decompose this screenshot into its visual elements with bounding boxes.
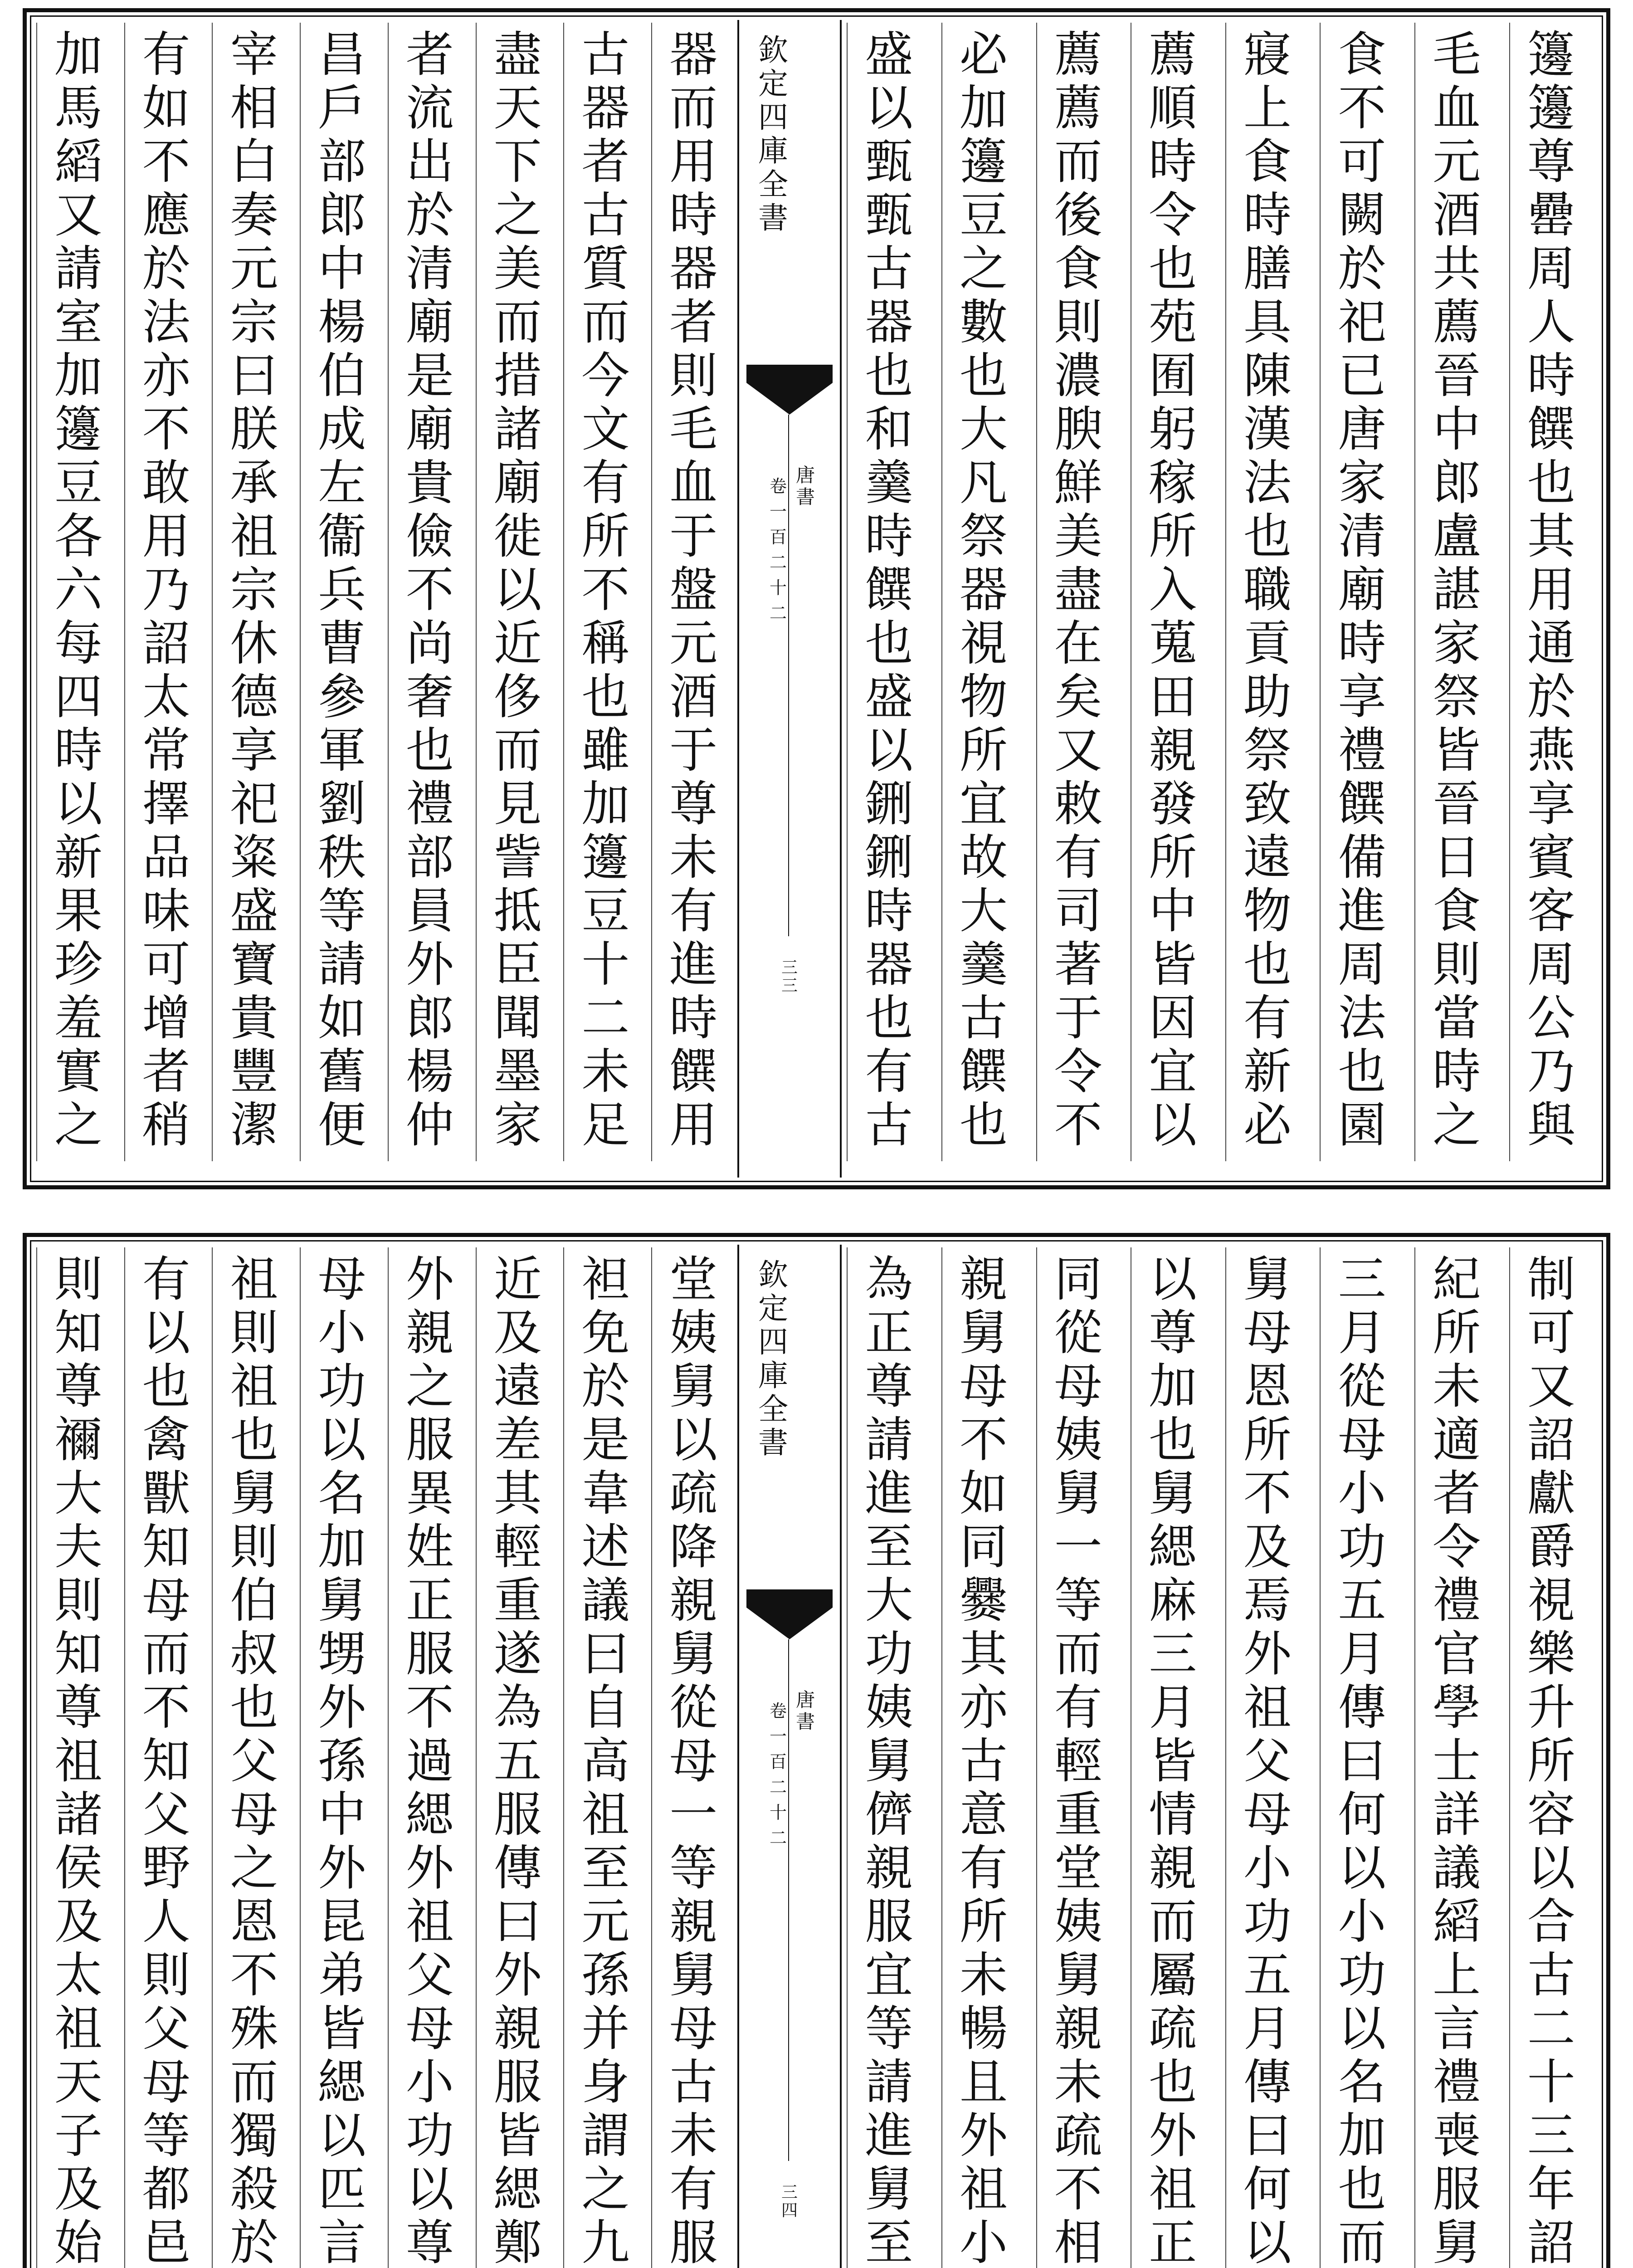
text-column: 母 小 功 以 名 加 舅 甥 外 孫 中 外 昆 弟 皆 緦 以 匹 言 — [318, 1251, 366, 2268]
column-rule — [36, 1247, 37, 2268]
column-rule — [300, 1247, 301, 2268]
column-rule — [1320, 23, 1321, 1161]
text-column: 寢 上 食 時 膳 具 陳 漢 法 也 職 貢 助 祭 致 遠 物 也 有 新 必 — [1243, 27, 1292, 1153]
text-column: 昌 戶 部 郎 中 楊 伯 成 左 衞 兵 曹 參 軍 劉 秩 等 請 如 舊 便 — [318, 27, 366, 1153]
text-column: 為 正 尊 請 進 至 大 功 姨 舅 儕 親 服 宜 等 請 進 舅 至 — [865, 1251, 913, 2268]
text-column: 則 知 尊 禰 大 夫 則 知 尊 祖 諸 侯 及 太 祖 天 子 及 始 — [54, 1251, 102, 2268]
leaf-number: 三 三 — [781, 958, 798, 995]
text-column: 紀 所 未 適 者 令 禮 官 學 士 詳 議 縚 上 言 禮 喪 服 舅 — [1433, 1251, 1481, 2268]
column-rule — [651, 23, 652, 1161]
bottom-page — [0, 1225, 1633, 2268]
text-column: 舅 母 恩 所 不 及 焉 外 祖 父 母 小 功 五 月 傳 曰 何 以 — [1243, 1251, 1292, 2268]
text-column: 必 加 籩 豆 之 數 也 大 凡 祭 器 視 物 所 宜 故 大 羹 古 饌 也 — [959, 27, 1008, 1153]
text-column: 堂 姨 舅 以 疏 降 親 舅 從 母 一 等 親 舅 母 古 未 有 服 — [669, 1251, 718, 2268]
gutter-border — [840, 20, 842, 1178]
column-rule — [476, 1247, 477, 2268]
column-rule — [476, 23, 477, 1161]
gutter-border — [840, 1245, 842, 2268]
column-rule — [36, 23, 37, 1161]
text-column: 三 月 從 母 小 功 五 月 傳 曰 何 以 小 功 以 名 加 也 而 — [1338, 1251, 1386, 2268]
column-rule — [847, 1247, 848, 2268]
column-rule — [124, 1247, 125, 2268]
text-column: 籩 籩 尊 罍 周 人 時 饌 也 其 用 通 於 燕 享 賓 客 周 公 乃 與 — [1527, 27, 1575, 1153]
column-rule — [1509, 23, 1510, 1161]
fish-tail-ornament-icon — [746, 365, 833, 415]
column-rule — [124, 23, 125, 1161]
text-column: 以 尊 加 也 舅 緦 麻 三 月 皆 情 親 而 屬 疏 也 外 祖 正 — [1149, 1251, 1197, 2268]
text-column: 加 馬 縚 又 請 室 加 籩 豆 各 六 每 四 時 以 新 果 珍 羞 實 之 — [54, 27, 102, 1153]
text-column: 宰 相 白 奏 元 宗 曰 朕 承 祖 宗 休 德 享 祀 粢 盛 寶 貴 豐 潔 — [230, 27, 278, 1153]
text-column: 食 不 可 闕 於 祀 已 唐 家 清 廟 時 享 禮 饌 備 進 周 法 也 園 — [1338, 27, 1386, 1153]
text-column: 器 而 用 時 器 者 則 毛 血 于 盤 元 酒 于 尊 未 有 進 時 饌 用 — [669, 27, 718, 1153]
column-rule — [212, 1247, 213, 2268]
center-gutter — [737, 1245, 842, 2268]
text-column: 祖 則 祖 也 舅 則 伯 叔 也 父 母 之 恩 不 殊 而 獨 殺 於 — [230, 1251, 278, 2268]
column-rule — [1036, 1247, 1037, 2268]
text-column: 古 器 者 古 質 而 今 文 有 所 不 稱 也 雖 加 籩 豆 十 二 未 足 — [581, 27, 630, 1153]
text-column: 有 以 也 禽 獸 知 母 而 不 知 父 野 人 則 父 母 等 都 邑 — [142, 1251, 190, 2268]
column-rule — [1225, 23, 1226, 1161]
column-rule — [1225, 1247, 1226, 2268]
gutter-border — [737, 20, 739, 1178]
column-rule — [941, 23, 942, 1161]
dynasty-label: 唐 書 — [795, 1689, 815, 1733]
column-rule — [1509, 1247, 1510, 2268]
column-rule — [1414, 23, 1415, 1161]
center-gutter — [737, 20, 842, 1178]
text-column: 薦 順 時 令 也 苑 囿 躬 稼 所 入 蒐 田 親 發 所 中 皆 因 宜 以 — [1149, 27, 1197, 1153]
book-title: 欽 定 四 庫 全 書 — [758, 1257, 788, 1460]
chapter-label: 卷 一 百 二 十 二 — [769, 1701, 787, 1848]
text-column: 近 及 遠 差 其 輕 重 遂 為 五 服 傳 曰 外 親 服 皆 緦 鄭 — [493, 1251, 542, 2268]
text-column: 制 可 又 詔 獻 爵 視 樂 升 所 容 以 合 古 二 十 三 年 詔 — [1527, 1251, 1575, 2268]
text-area — [34, 20, 1599, 1178]
dynasty-label: 唐 書 — [795, 464, 815, 508]
column-rule — [388, 1247, 389, 2268]
text-column: 有 如 不 應 於 法 亦 不 敢 用 乃 詔 太 常 擇 品 味 可 增 者 稍 — [142, 27, 190, 1153]
column-rule — [847, 23, 848, 1161]
column-rule — [300, 23, 301, 1161]
text-column: 親 舅 母 不 如 同 爨 其 亦 古 意 有 所 未 暢 且 外 祖 小 — [959, 1251, 1008, 2268]
column-rule — [1414, 1247, 1415, 2268]
fish-tail-ornament-icon — [746, 1589, 833, 1639]
text-column: 薦 薦 而 後 食 則 濃 腴 鮮 美 盡 在 矣 又 敕 有 司 著 于 令 不 — [1054, 27, 1102, 1153]
text-column: 外 親 之 服 異 姓 正 服 不 過 緦 外 祖 父 母 小 功 以 尊 — [405, 1251, 454, 2268]
text-column: 者 流 出 於 清 廟 是 廟 貴 儉 不 尚 奢 也 禮 部 員 外 郎 楊 仲 — [405, 27, 454, 1153]
column-rule — [563, 23, 564, 1161]
column-rule — [563, 1247, 564, 2268]
book-title: 欽 定 四 庫 全 書 — [758, 33, 788, 235]
text-area — [34, 1245, 1599, 2268]
column-rule — [651, 1247, 652, 2268]
leaf-number: 三 四 — [781, 2183, 798, 2220]
text-column: 盛 以 甄 甄 古 器 也 和 羹 時 饌 也 盛 以 鉶 鉶 時 器 也 有 古 — [865, 27, 913, 1153]
chapter-label: 卷 一 百 二 十 二 — [769, 476, 787, 623]
gutter-border — [737, 1245, 739, 2268]
text-column: 毛 血 元 酒 共 薦 晉 中 郎 盧 諶 家 祭 皆 晉 日 食 則 當 時 之 — [1433, 27, 1481, 1153]
column-rule — [212, 23, 213, 1161]
column-rule — [1320, 1247, 1321, 2268]
column-rule — [941, 1247, 942, 2268]
text-column: 盡 天 下 之 美 而 措 諸 廟 徙 以 近 侈 而 見 訾 抵 臣 聞 墨 家 — [493, 27, 542, 1153]
text-column: 袒 免 於 是 韋 述 議 曰 自 高 祖 至 元 孫 并 身 謂 之 九 — [581, 1251, 630, 2268]
column-rule — [1036, 23, 1037, 1161]
text-column: 同 從 母 姨 舅 一 等 而 有 輕 重 堂 姨 舅 親 未 疏 不 相 — [1054, 1251, 1102, 2268]
column-rule — [388, 23, 389, 1161]
